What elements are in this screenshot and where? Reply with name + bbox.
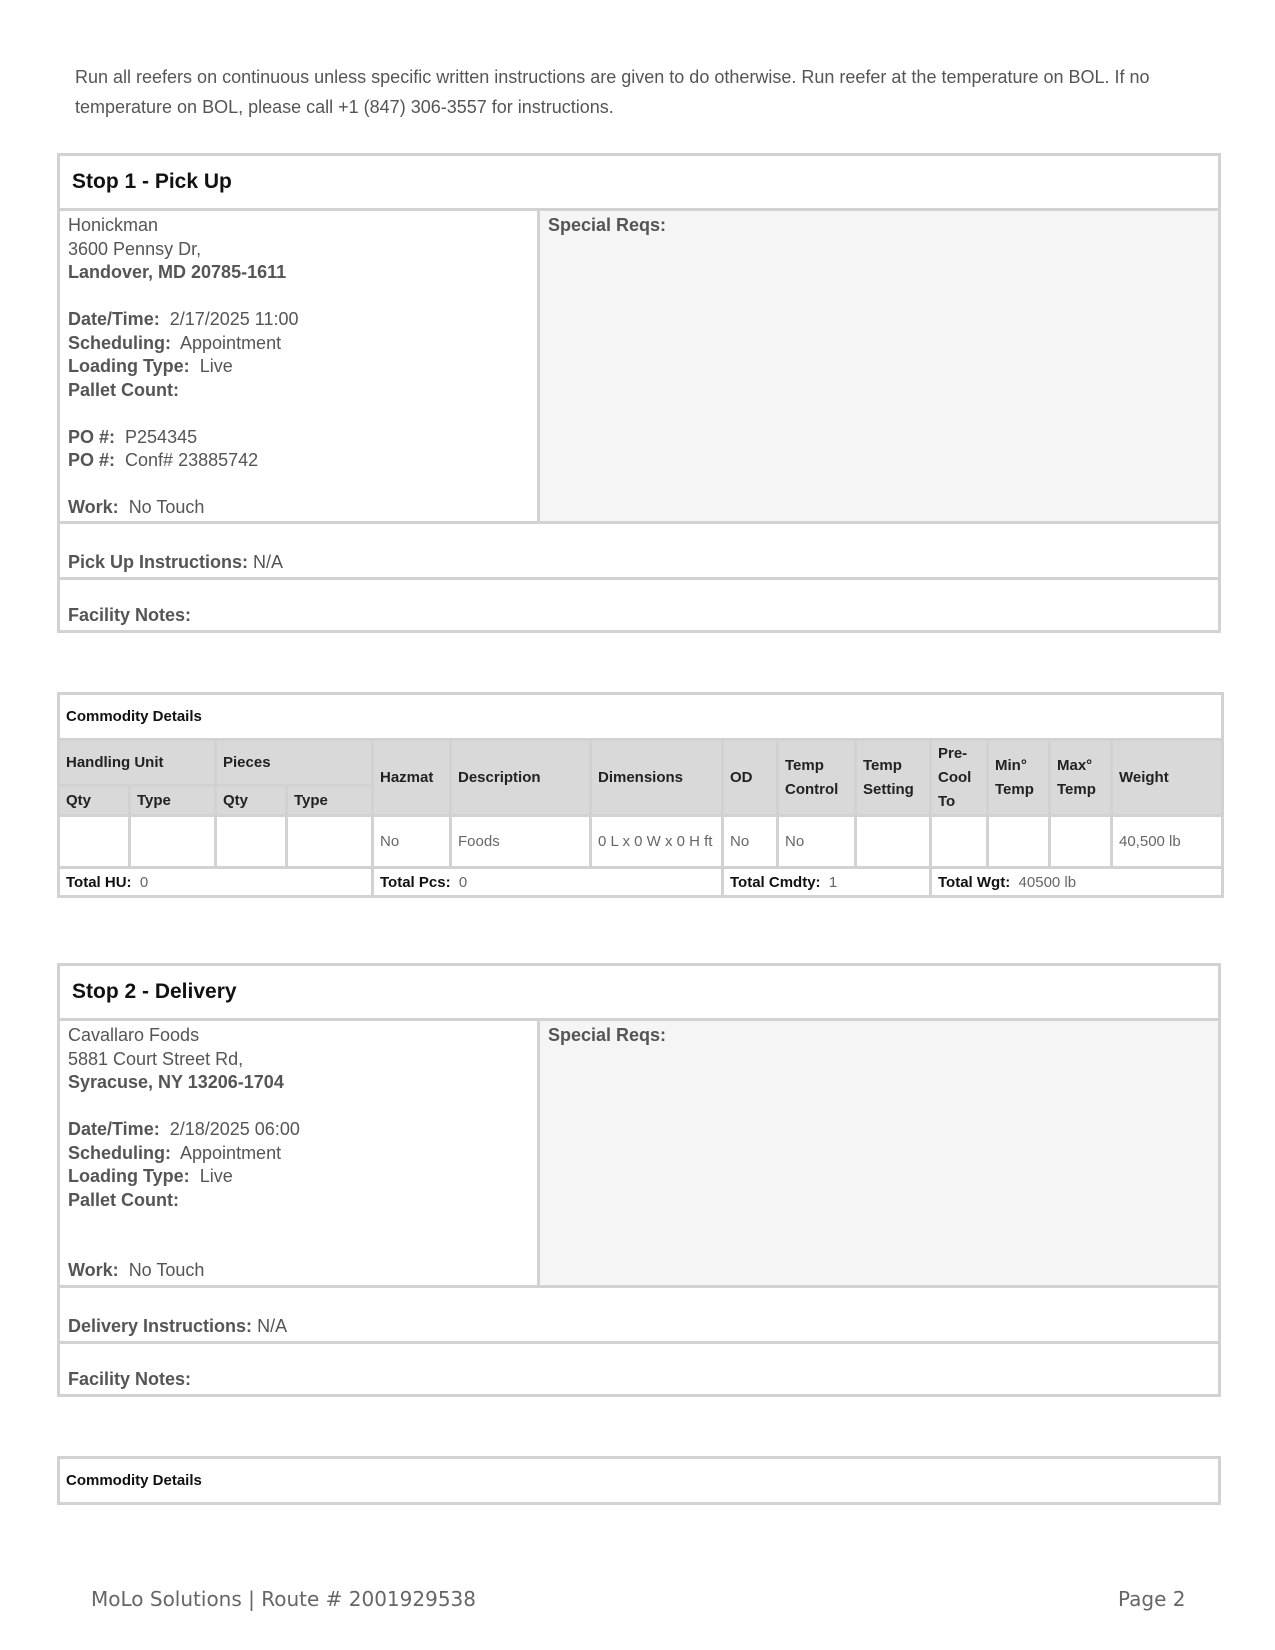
cell-dimensions: 0 L x 0 W x 0 H ft <box>591 816 723 868</box>
stop-2-instructions: Delivery Instructions: N/A <box>68 1316 288 1336</box>
stop-2-datetime: Date/Time: 2/18/2025 06:00 <box>68 1119 300 1139</box>
col-handling-unit: Handling Unit <box>59 740 216 786</box>
col-pre-cool: Pre-Cool To <box>931 740 988 816</box>
cell-od: No <box>723 816 778 868</box>
col-temp-setting: Temp Setting <box>856 740 931 816</box>
stop-1-instructions: Pick Up Instructions: N/A <box>68 552 284 572</box>
stop-1-address: 3600 Pennsy Dr, <box>68 238 202 259</box>
col-hu-type: Type <box>130 786 216 816</box>
commodity-2-title: Commodity Details <box>59 1458 1220 1504</box>
col-pcs-qty: Qty <box>216 786 287 816</box>
table-row <box>59 816 1223 868</box>
stop-1-section <box>57 153 1221 633</box>
cell-temp-control: No <box>778 816 856 868</box>
footer-page-number: Page 2 <box>1118 1587 1186 1611</box>
stop-1-title: Stop 1 - Pick Up <box>60 156 1218 211</box>
stop-2-pallet-count: Pallet Count: <box>68 1189 179 1210</box>
total-pcs: Total Pcs: 0 <box>373 868 723 897</box>
stop-2-name: Cavallaro Foods <box>68 1025 200 1045</box>
col-hu-qty: Qty <box>59 786 130 816</box>
stop-1-special-reqs: Special Reqs: <box>540 211 1218 521</box>
stop-1-po-1: PO #: P254345 <box>68 426 198 447</box>
col-hazmat: Hazmat <box>373 740 451 816</box>
stop-1-details <box>60 211 540 521</box>
cell-weight: 40,500 lb <box>1112 816 1223 868</box>
stop-1-pallet-count: Pallet Count: <box>68 379 179 400</box>
col-max-temp: Max° Temp <box>1050 740 1112 816</box>
cell-hazmat: No <box>373 816 451 868</box>
commodity-details-1 <box>57 692 1221 898</box>
col-temp-control: Temp Control <box>778 740 856 816</box>
stop-2-city: Syracuse, NY 13206-1704 <box>68 1072 284 1092</box>
reefer-instructions: Run all reefers on continuous unless specific written instructions are given to do otherwise. Run reefer at the temperature on BOL. If no temperature on BOL, please call +1 (847) 306-3557 for instructions. <box>75 67 1150 117</box>
col-weight: Weight <box>1112 740 1223 816</box>
stop-1-po-2: PO #: Conf# 23885742 <box>68 450 259 470</box>
col-min-temp: Min° Temp <box>988 740 1050 816</box>
col-pcs-type: Type <box>287 786 373 816</box>
stop-1-facility-notes: Facility Notes: <box>60 577 1218 630</box>
stop-1-datetime: Date/Time: 2/17/2025 11:00 <box>68 309 299 329</box>
stop-2-scheduling: Scheduling: Appointment <box>68 1142 282 1163</box>
col-dimensions: Dimensions <box>591 740 723 816</box>
stop-1-city: Landover, MD 20785-1611 <box>68 262 287 282</box>
total-hu: Total HU: 0 <box>59 868 373 897</box>
stop-2-loading-type: Loading Type: Live <box>68 1166 233 1186</box>
stop-2-facility-notes: Facility Notes: <box>60 1341 1218 1394</box>
total-cmdty: Total Cmdty: 1 <box>723 868 931 897</box>
stop-1-loading-type: Loading Type: Live <box>68 356 233 376</box>
cell-description: Foods <box>451 816 591 868</box>
col-description: Description <box>451 740 591 816</box>
commodity-details-2 <box>57 1456 1221 1505</box>
col-pieces: Pieces <box>216 740 373 786</box>
totals-row <box>59 868 1223 897</box>
commodity-1-title: Commodity Details <box>59 694 1223 740</box>
stop-2-address: 5881 Court Street Rd, <box>68 1048 244 1069</box>
stop-2-title: Stop 2 - Delivery <box>60 966 1218 1021</box>
stop-1-name: Honickman <box>68 215 159 235</box>
col-od: OD <box>723 740 778 816</box>
stop-2-work: Work: No Touch <box>68 1260 205 1280</box>
stop-2-section <box>57 963 1221 1397</box>
stop-2-details <box>60 1021 540 1285</box>
stop-1-scheduling: Scheduling: Appointment <box>68 332 282 353</box>
stop-2-special-reqs: Special Reqs: <box>540 1021 1218 1285</box>
stop-1-work: Work: No Touch <box>68 497 205 517</box>
footer-route: MoLo Solutions | Route # 2001929538 <box>91 1587 476 1611</box>
total-wgt: Total Wgt: 40500 lb <box>931 868 1223 897</box>
